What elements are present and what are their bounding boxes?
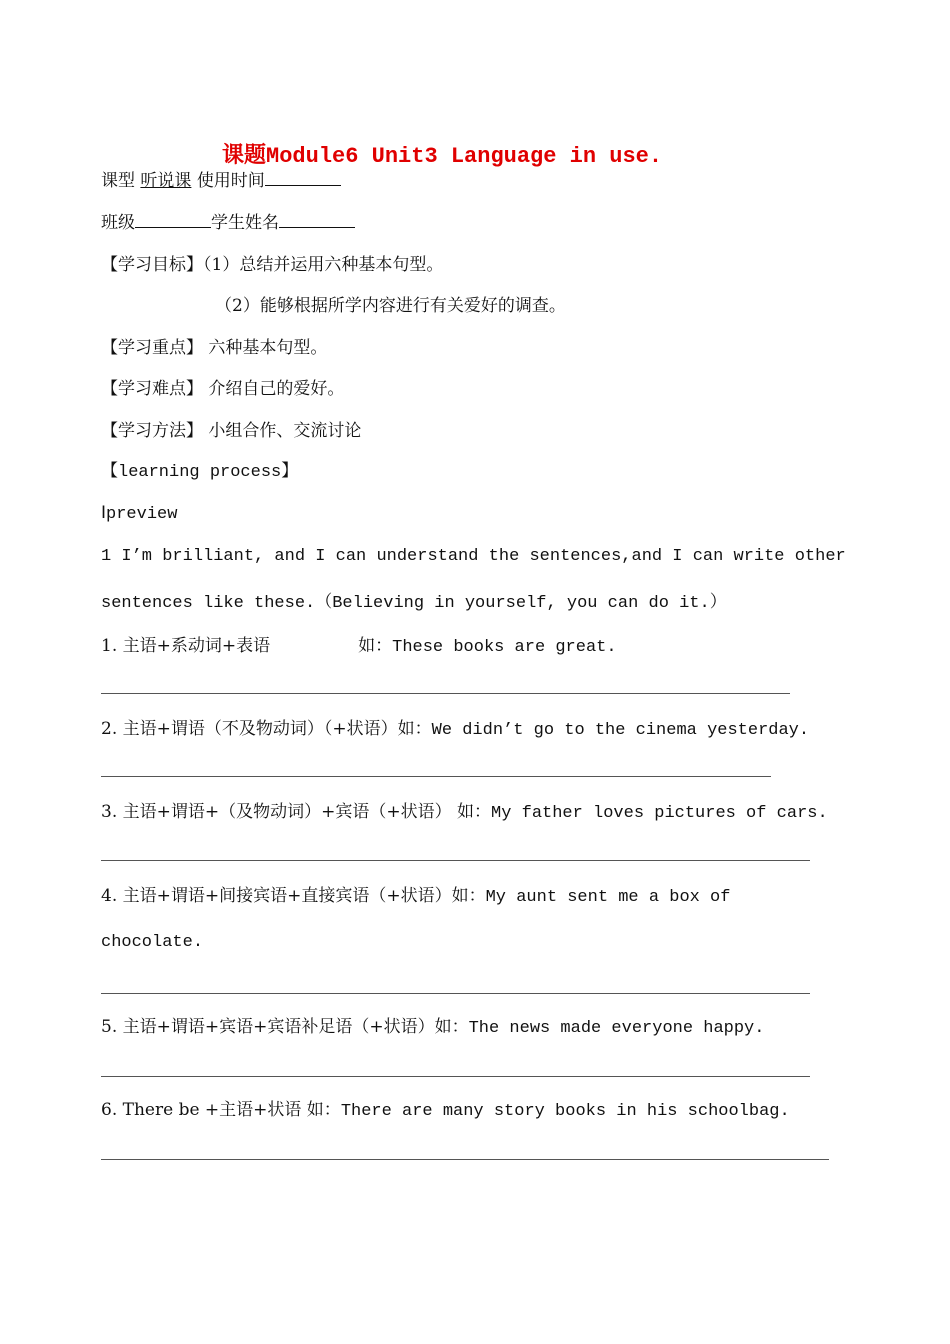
pattern-4-example: My aunt sent me a box of (485, 888, 731, 907)
learning-process-heading: 【learning process】 (101, 463, 299, 482)
pattern-6-structure: 6. There be +主语+状语 如： (101, 1100, 341, 1120)
student-name-blank[interactable] (279, 212, 355, 228)
course-info-row (101, 170, 341, 192)
pattern-5 (101, 1016, 764, 1040)
pattern-3-example: My father loves pictures of cars. (491, 804, 828, 823)
class-blank[interactable] (135, 212, 211, 228)
intro-line-1: 1 I’m brilliant, and I can understand the sentences,and I can write other (101, 547, 846, 566)
page-title: 课题Module6 Unit3 Language in use. (222, 143, 663, 169)
method-row (101, 420, 361, 442)
pattern-3-structure: 3. 主语+谓语+（及物动词）+宾语（+状语） 如： (101, 802, 492, 822)
course-type-label: 课型 (101, 171, 135, 191)
pattern-1-example: 如：These books are great. (358, 638, 617, 657)
method-value: 小组合作、交流讨论 (208, 421, 362, 441)
goal-1: （1）总结并运用六种基本句型。 (203, 255, 444, 275)
intro-line-2: sentences like these.（Believing in yourself, you can do it.） (101, 594, 727, 613)
preview-heading: Ⅰpreview (101, 505, 178, 524)
pattern-3-answer-line[interactable] (101, 860, 810, 861)
pattern-2-structure: 2. 主语+谓语（不及物动词）（+状语）如： (101, 719, 432, 739)
key-points-row (101, 337, 327, 359)
pattern-5-structure: 5. 主语+谓语+宾语+宾语补足语（+状语）如： (101, 1017, 469, 1037)
pattern-4-example-cont: chocolate. (101, 933, 204, 952)
pattern-5-answer-line[interactable] (101, 1076, 810, 1077)
pattern-1-answer-line[interactable] (101, 693, 790, 694)
pattern-1-structure: 1. 主语+系动词+表语 (101, 636, 271, 656)
pattern-1 (101, 635, 617, 659)
goal-2: （2）能够根据所学内容进行有关爱好的调查。 (215, 296, 566, 316)
pattern-2-answer-line[interactable] (101, 776, 771, 777)
pattern-4-answer-line[interactable] (101, 993, 810, 994)
pattern-4-structure: 4. 主语+谓语+间接宾语+直接宾语（+状语）如： (101, 886, 486, 906)
student-info-row (101, 212, 355, 234)
difficult-points-value: 介绍自己的爱好。 (208, 379, 345, 399)
goals-label: 【学习目标】 (101, 255, 203, 275)
method-label: 【学习方法】 (101, 421, 203, 441)
student-name-label: 学生姓名 (211, 213, 279, 233)
pattern-3 (101, 801, 828, 825)
pattern-6-example: There are many story books in his schoolbag. (340, 1102, 790, 1121)
pattern-6 (101, 1099, 790, 1123)
time-blank[interactable] (265, 170, 341, 186)
goal-2-row (101, 295, 566, 317)
time-label: 使用时间 (196, 171, 265, 191)
pattern-2-example: We didn’t go to the cinema yesterday. (431, 721, 810, 740)
goals-row (101, 254, 443, 276)
key-points-value: 六种基本句型。 (208, 338, 328, 358)
difficult-points-label: 【学习难点】 (101, 379, 203, 399)
pattern-2 (101, 718, 809, 742)
pattern-5-example: The news made everyone happy. (468, 1019, 765, 1038)
pattern-6-answer-line[interactable] (101, 1159, 829, 1160)
class-label: 班级 (101, 213, 135, 233)
pattern-4 (101, 885, 730, 909)
difficult-points-row (101, 378, 344, 400)
key-points-label: 【学习重点】 (101, 338, 203, 358)
course-type-value: 听说课 (140, 171, 192, 191)
